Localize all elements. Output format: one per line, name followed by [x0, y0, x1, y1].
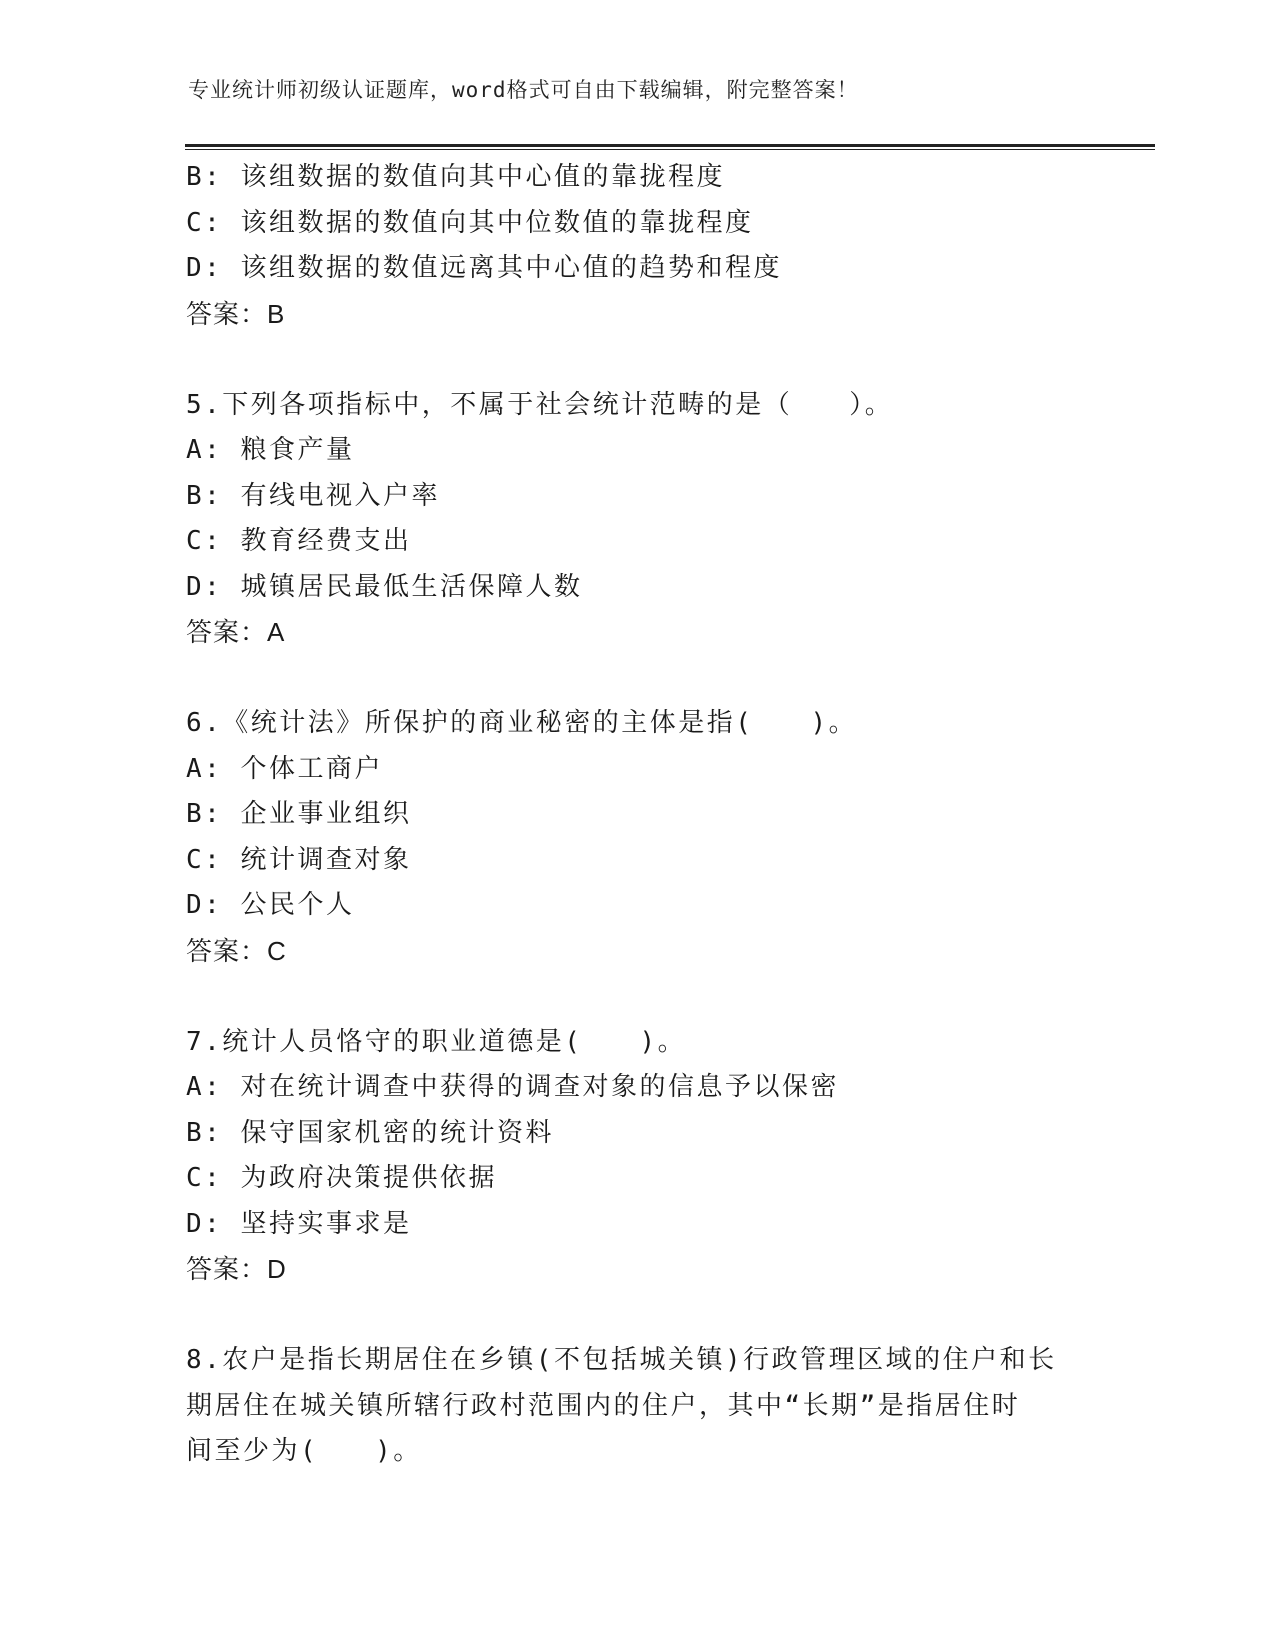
answer-line: 答案：A	[186, 617, 286, 647]
question-stem: 5.下列各项指标中，不属于社会统计范畴的是（ ）。	[186, 389, 894, 420]
spacer	[186, 974, 1086, 1020]
question-stem: 7.统计人员恪守的职业道德是( )。	[186, 1026, 687, 1057]
option-d: D: 该组数据的数值远离其中心值的趋势和程度	[186, 253, 782, 283]
option-c: C: 统计调查对象	[186, 844, 412, 875]
question-8-block	[186, 1338, 1086, 1475]
spacer	[186, 1293, 1086, 1339]
question-6-block	[186, 701, 1086, 974]
question-7-block	[186, 1020, 1086, 1293]
option-a: A: 个体工商户	[186, 753, 383, 784]
question-stem-line-3: 间至少为( )。	[186, 1436, 422, 1466]
page-header-text: 专业统计师初级认证题库，word格式可自由下载编辑，附完整答案！	[188, 78, 859, 102]
answer-line: 答案：D	[186, 1254, 287, 1284]
answer-line: 答案：C	[186, 935, 287, 966]
question-content	[186, 155, 1086, 1475]
header-divider	[185, 144, 1155, 150]
option-a: A: 粮食产量	[186, 435, 355, 465]
option-b: B: 保守国家机密的统计资料	[186, 1117, 554, 1148]
question-stem-line-1: 8.农户是指长期居住在乡镇(不包括城关镇)行政管理区域的住户和长	[186, 1345, 1057, 1375]
option-c: C: 为政府决策提供依据	[186, 1163, 497, 1193]
option-b: B: 有线电视入户率	[186, 480, 440, 511]
option-d: D: 公民个人	[186, 890, 355, 920]
option-d: D: 城镇居民最低生活保障人数	[186, 571, 583, 602]
option-c: C: 该组数据的数值向其中位数值的靠拢程度	[186, 207, 754, 238]
option-a: A: 对在统计调查中获得的调查对象的信息予以保密	[186, 1072, 839, 1102]
question-5-block	[186, 383, 1086, 656]
option-b: B: 该组数据的数值向其中心值的靠拢程度	[186, 162, 725, 192]
question-stem: 6.《统计法》所保护的商业秘密的主体是指( )。	[186, 708, 858, 738]
option-d: D: 坚持实事求是	[186, 1208, 412, 1239]
previous-question-block	[186, 155, 1086, 337]
option-b: B: 企业事业组织	[186, 799, 412, 829]
answer-line: 答案：B	[186, 298, 286, 329]
option-c: C: 教育经费支出	[186, 526, 412, 556]
spacer	[186, 337, 1086, 383]
question-stem-line-2: 期居住在城关镇所辖行政村范围内的住户，其中“长期”是指居住时	[186, 1390, 1021, 1421]
spacer	[186, 656, 1086, 702]
